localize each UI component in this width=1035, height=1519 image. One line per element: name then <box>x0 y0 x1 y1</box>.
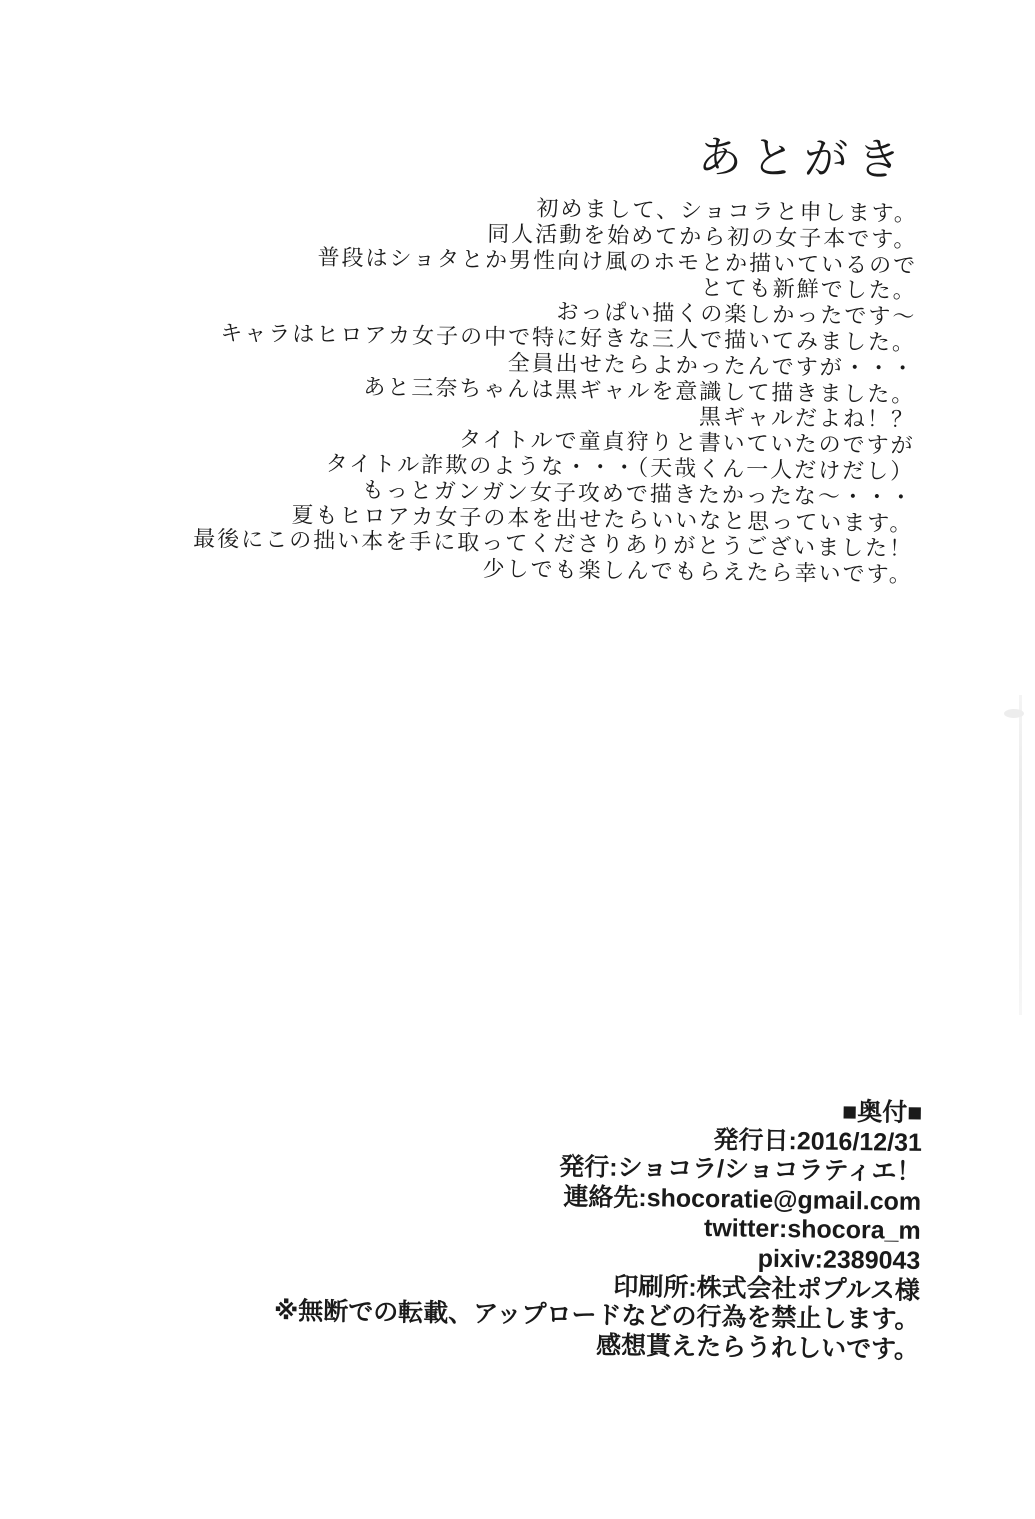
afterword-title: あとがき <box>697 133 911 185</box>
afterword-line: おっぱい描くの楽しかったです～ <box>556 299 917 330</box>
afterword-line: 初めまして、ショコラと申します。 <box>536 195 918 226</box>
afterword-line: キャラはヒロアカ女子の中で特に好きな三人で描いてみました。 <box>220 320 917 355</box>
afterword-line: 少しでも楽しんでもらえたら幸いです。 <box>482 556 913 588</box>
colophon-feedback-note: 感想貰えたらうれしいです。 <box>596 1331 920 1364</box>
afterword-line: 最後にこの拙い本を手に取ってくださりありがとうございました！ <box>193 526 914 562</box>
colophon-header: ■奥付■ <box>842 1097 923 1127</box>
colophon-publish-date: 発行日:2016/12/31 <box>713 1125 923 1157</box>
afterword-line: 同人活動を始めてから初の女子本です。 <box>487 220 918 252</box>
colophon <box>274 1090 923 1365</box>
afterword-line: 黒ギャルだよね！？ <box>698 404 916 433</box>
colophon-pixiv: pixiv:2389043 <box>757 1244 921 1275</box>
afterword-line: タイトル詐欺のような・・・（天哉くん一人だけだし） <box>325 450 915 484</box>
afterword-line: もっとガンガン女子攻めで描きたかったな～・・・ <box>361 477 915 510</box>
scan-smudge <box>1004 709 1024 718</box>
afterword-text <box>193 191 918 588</box>
colophon-twitter: twitter:shocora_m <box>704 1214 922 1246</box>
colophon-printer: 印刷所:株式会社ポプルス様 <box>613 1272 921 1305</box>
afterword-line: 普段はショタとか男性向け風のホモとか描いているので <box>317 244 918 278</box>
afterword-line: あと三奈ちゃんは黒ギャルを意識して描きました。 <box>363 373 916 407</box>
afterword-line: 夏もヒロアカ女子の本を出せたらいいなと思っています。 <box>291 501 914 536</box>
afterword-line: とても新鮮でした。 <box>700 275 917 304</box>
afterword-line: 全員出せたらよかったんですが・・・ <box>507 350 916 381</box>
afterword-line: タイトルで童貞狩りと書いていたのですが <box>458 426 915 459</box>
colophon-publisher: 発行:ショコラ/ショコラティエ！ <box>559 1153 923 1187</box>
scan-artifact-line <box>1019 695 1022 1015</box>
colophon-contact-email: 連絡先:shocoratie@gmail.com <box>563 1182 922 1216</box>
colophon-notice: ※無断での転載、アップロードなどの行為を禁止します。 <box>274 1297 921 1335</box>
